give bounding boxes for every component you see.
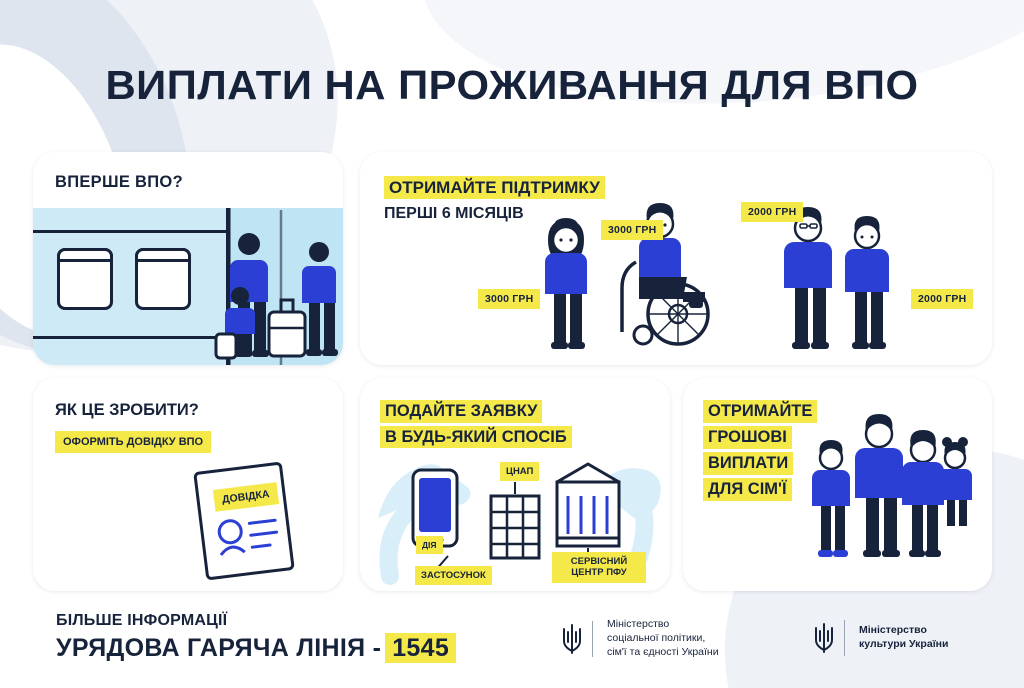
footer-hotline <box>56 634 456 663</box>
card-support-subheading: ПЕРШІ 6 МІСЯЦІВ <box>384 205 524 223</box>
card-how-to-heading: ЯК ЦЕ ЗРОБИТИ? <box>55 401 199 419</box>
logo-culture-line2: культури України <box>859 638 949 650</box>
card-receive-heading-line1: ОТРИМАЙТЕ <box>703 400 817 423</box>
card-apply <box>360 378 670 591</box>
logo-ministry-social-policy <box>560 618 719 660</box>
train-illustration <box>33 208 343 365</box>
card-how-to <box>33 378 343 591</box>
card-support-heading-text: ОТРИМАЙТЕ ПІДТРИМКУ <box>384 176 605 199</box>
ukraine-trident-icon <box>560 623 584 655</box>
option-label-cnap: ЦНАП <box>500 462 539 481</box>
family-illustration <box>683 378 992 591</box>
logo-culture-line1: Міністерство <box>859 624 927 637</box>
card-how-to-tag: ОФОРМІТЬ ДОВІДКУ ВПО <box>55 431 211 453</box>
card-apply-heading-line2: В БУДЬ-ЯКИЙ СПОСІБ <box>380 426 572 449</box>
amount-tag-2: 3000 ГРН <box>601 220 663 240</box>
app-icon-label: ДІЯ <box>416 536 443 554</box>
certificate-illustration <box>33 378 343 591</box>
card-receive-payments <box>683 378 992 591</box>
card-receive-heading-line4: ДЛЯ СІМ'Ї <box>703 478 792 501</box>
logo-social-line3: сім'ї та єдності України <box>607 645 719 658</box>
card-first-time-idp-heading: ВПЕРШЕ ВПО? <box>55 173 183 191</box>
footer-hotline-label: УРЯДОВА ГАРЯЧА ЛІНІЯ - <box>56 634 382 662</box>
option-label-pfu: СЕРВІСНИЙ ЦЕНТР ПФУ <box>552 552 646 583</box>
card-receive-heading-line2: ГРОШОВІ <box>703 426 792 449</box>
amount-tag-3: 2000 ГРН <box>741 202 803 222</box>
logo-social-line1: Міністерство <box>607 618 670 630</box>
logo-ministry-culture <box>812 620 948 656</box>
family-with-luggage-illustration <box>33 208 343 365</box>
amount-tag-1: 3000 ГРН <box>478 289 540 309</box>
logo-divider-social <box>592 621 593 657</box>
footer-more-info: БІЛЬШЕ ІНФОРМАЦІЇ <box>56 612 228 629</box>
logo-social-text <box>607 618 719 660</box>
ukraine-trident-icon <box>812 622 836 654</box>
recipients-illustration <box>360 152 992 365</box>
amount-tag-4: 2000 ГРН <box>911 289 973 309</box>
certificate-label: ДОВІДКА <box>213 482 279 512</box>
card-support <box>360 152 992 365</box>
footer-hotline-number: 1545 <box>385 633 456 663</box>
card-receive-heading-line3: ВИПЛАТИ <box>703 452 793 475</box>
option-label-app: ЗАСТОСУНОК <box>415 566 492 585</box>
card-first-time-idp <box>33 152 343 365</box>
card-apply-heading-line1: ПОДАЙТЕ ЗАЯВКУ <box>380 400 542 423</box>
logo-social-line2: соціальної політики, <box>607 631 706 644</box>
logo-divider-culture <box>844 620 845 656</box>
page-title: ВИПЛАТИ НА ПРОЖИВАННЯ ДЛЯ ВПО <box>105 62 919 108</box>
logo-culture-text <box>859 624 948 652</box>
